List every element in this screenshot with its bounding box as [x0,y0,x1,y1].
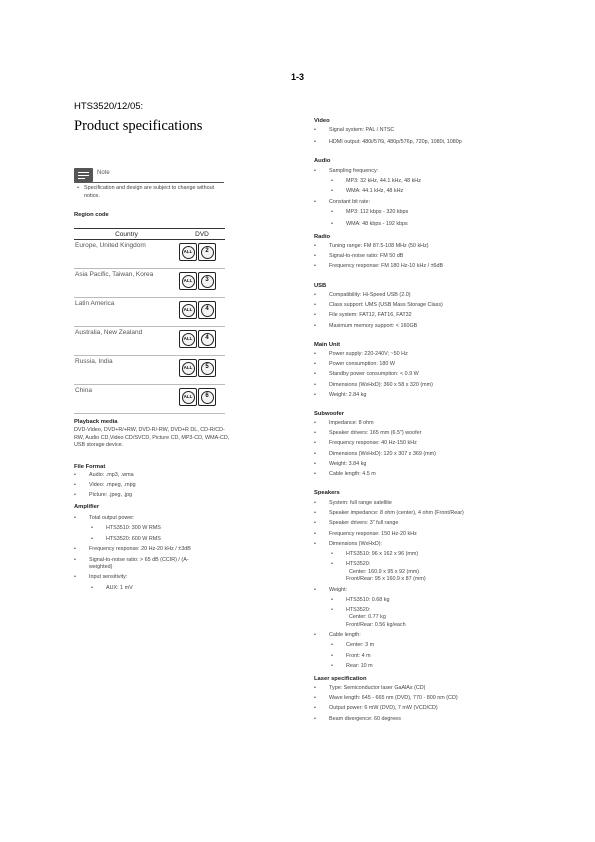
model-number: HTS3520/12/05: [74,101,144,112]
region-country: Australia, New Zealand [74,327,179,356]
region-dvd-icons [179,298,225,327]
subwoofer-list [314,420,474,481]
table-row [74,385,225,414]
region-code-icon: 4 [198,330,216,348]
list-item: Front/Rear: 0.56 kg/each [346,622,406,629]
region-dvd-icons [179,327,225,356]
region-code-icon: 4 [198,301,216,319]
list-item: • HTS3520: 600 W RMS [74,536,234,544]
audio-heading: Audio [314,158,331,164]
list-item: • Front: 4 m [314,653,474,661]
list-item: • Type: Semiconductor laser GaAlAs (CD) [314,685,474,693]
list-item: • WMA: 48 kbps - 192 kbps [314,221,474,229]
list-item: • Wave length: 645 - 665 nm (DVD), 770 - 800 nm (CD) [314,695,471,703]
list-item: • Speaker drivers: 165 mm (6.5") woofer [314,430,474,438]
list-item: • Class support: UMS (USB Mass Storage Class) [314,302,469,310]
list-item: • Impedance: 8 ohm [314,420,474,428]
list-item: • Power supply: 220-240V; ~50 Hz [314,351,474,359]
list-item: • Speaker impedance: 8 ohm (center), 4 ohm (Front/Rear) [314,510,471,518]
laser-heading: Laser specification [314,676,367,682]
amplifier-heading: Amplifier [74,504,100,510]
list-item: • Sampling frequency: [314,168,474,176]
region-code-icon: 6 [198,388,216,406]
col-dvd: DVD [179,229,225,240]
list-item: • Dimensions (WxHxD): [314,541,474,549]
usb-heading: USB [314,283,327,289]
list-item: • Weight: 3.84 kg [314,461,474,469]
speakers-list [314,500,474,673]
list-item: • Weight: [314,587,474,595]
list-item: • AUX: 1 mV [74,585,234,593]
region-code-heading: Region code [74,212,109,218]
table-row [74,240,225,269]
region-code-table [74,228,225,414]
region-country: Latin America [74,298,179,327]
region-code-icon: 3 [198,272,216,290]
region-dvd-icons [179,385,225,414]
list-item: • Frequency response: 150 Hz-20 kHz [314,531,474,539]
usb-list [314,292,474,333]
region-code-icon: 2 [198,243,216,261]
list-item: Center: 0.77 kg [349,614,386,621]
list-item: • Speaker drivers: 3" full range [314,520,474,528]
list-item: • Signal-to-noise ratio: FM 50 dB [314,253,474,261]
list-item: • Dimensions (WxHxD): 360 x 58 x 320 (mm) [314,382,471,390]
playback-text: DVD-Video, DVD+R/+RW, DVD-R/-RW, DVD+R DL, CD-R/CD-RW, Audio CD,Video CD/SVCD, Picture CD, MP3-CD, WMA-CD, USB storage device. [74,427,230,449]
list-item: • Dimensions (WxHxD): 120 x 307 x 369 (mm) [314,451,471,459]
region-country: Asia Pacific, Taiwan, Korea [74,269,179,298]
region-all-icon: ALL [179,330,197,348]
radio-list [314,243,474,274]
table-row [74,298,225,327]
list-item: • Frequency response: FM 180 Hz-10 kHz / ±6dB [314,263,472,271]
list-item: • Standby power consumption: < 0.9 W [314,371,474,379]
region-country: China [74,385,179,414]
region-dvd-icons [179,240,225,269]
list-item: • Input sensitivity: [74,574,234,582]
list-item: • Constant bit rate: [314,199,474,207]
playback-heading: Playback media [74,419,118,425]
list-item: • MP3: 112 kbps - 320 kbps [314,209,474,217]
list-item: • HTS3510: 0.68 kg [314,597,474,605]
main-unit-heading: Main Unit [314,342,341,348]
note-label: Note [97,170,110,176]
speakers-heading: Speakers [314,490,340,496]
list-item: • File system: FAT12, FAT16, FAT32 [314,312,474,320]
list-item: • System: full range satellite [314,500,474,508]
list-item: • Maximum memory support: < 160GB [314,323,474,331]
video-list [314,127,474,149]
file-format-list [74,472,234,503]
list-item: • Cable length: [314,632,474,640]
audio-list [314,168,474,232]
list-item: • Cable length: 4.5 m [314,471,474,479]
region-all-icon: ALL [179,388,197,406]
list-item: • Signal system: PAL / NTSC [314,127,474,135]
page-title: Product specifications [74,118,203,134]
list-item: • WMA: 44.1 kHz, 48 kHz [314,188,474,196]
list-item: • Power consumption: 180 W [314,361,474,369]
col-country: Country [74,229,179,240]
list-item: • HTS3510: 96 x 162 x 96 (mm) [314,551,474,559]
list-item: • MP3: 32 kHz, 44.1 kHz, 48 kHz [314,178,474,186]
list-item: • HDMI output: 480i/576i, 480p/576p, 720p, 1080i, 1080p [314,139,469,147]
list-item: • Beam divergence: 60 degrees [314,716,474,724]
subwoofer-heading: Subwoofer [314,411,344,417]
list-item: • Tuning range: FM 87.5-108 MHz (50 kHz) [314,243,474,251]
note-text: • Specification and design are subject to change without notice. [77,185,215,199]
list-item: • Center: 3 m [314,642,474,650]
region-all-icon: ALL [179,243,197,261]
table-row [74,327,225,356]
video-heading: Video [314,118,330,124]
page-number: 1-3 [290,72,304,82]
list-item: Center: 160.9 x 95 x 92 (mm) [349,568,420,575]
table-row [74,269,225,298]
region-all-icon: ALL [179,301,197,319]
list-item: • Frequency response: 40 Hz-150 kHz [314,440,474,448]
region-code-icon: 5 [198,359,216,377]
list-item: • Compatibility: Hi-Speed USB (2.0) [314,292,474,300]
main-unit-list [314,351,474,402]
region-dvd-icons [179,269,225,298]
list-item: • Weight: 2.84 kg [314,392,474,400]
table-row [74,356,225,385]
list-item: • HTS3520: [314,561,474,569]
list-item: • Frequency response: 20 Hz-20 kHz / ±3dB [74,546,234,554]
list-item: • Video: .mpeg, .mpg [74,482,234,490]
list-item: • HTS3510: 300 W RMS [74,525,234,533]
amplifier-list [74,515,234,595]
note-icon [74,168,93,182]
region-all-icon: ALL [179,272,197,290]
list-item: • Total output power: [74,515,234,523]
region-dvd-icons [179,356,225,385]
file-format-heading: File Format [74,464,106,470]
list-item: • HTS3520: [314,607,474,615]
radio-heading: Radio [314,234,331,240]
list-item: • Signal-to-noise ratio: > 65 dB (CCIR) / (A-weighted) [74,557,209,572]
region-country: Russia, India [74,356,179,385]
region-country: Europe, United Kingdom [74,240,179,269]
list-item: • Rear: 10 m [314,663,474,671]
list-item: • Picture: .jpeg, .jpg [74,492,234,500]
list-item: • Output power: 6 mW (DVD), 7 mW (VCD/CD) [314,705,471,713]
list-item: Front/Rear: 95 x 160.9 x 87 (mm) [346,576,426,583]
laser-list [314,685,474,726]
list-item: • Audio: .mp3, .wma [74,472,234,480]
region-all-icon: ALL [179,359,197,377]
